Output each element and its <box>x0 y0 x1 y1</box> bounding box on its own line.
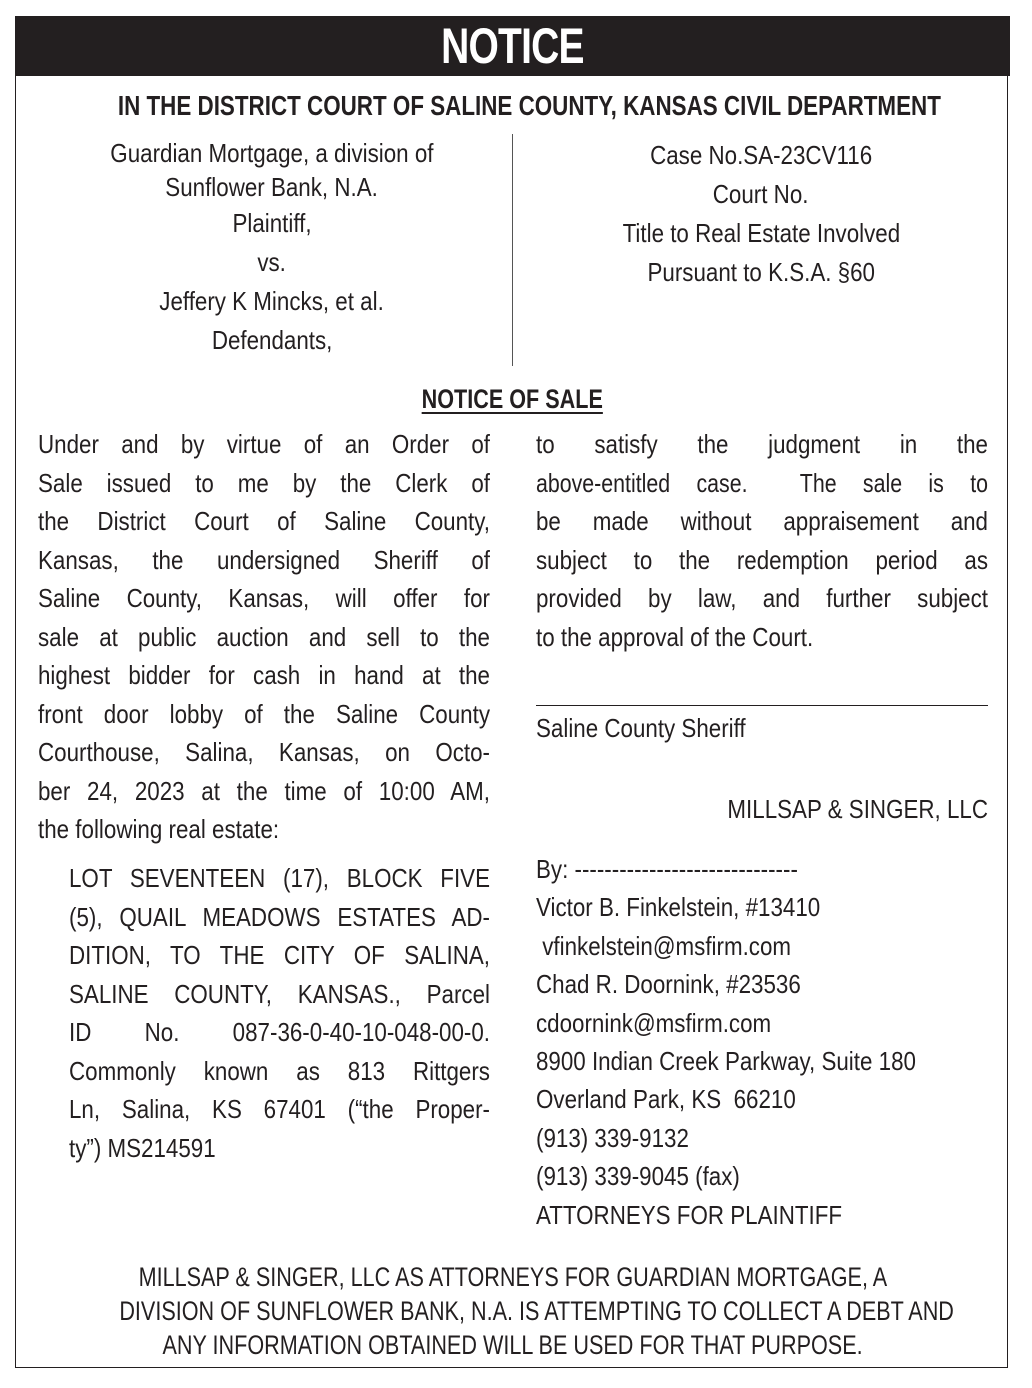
sale-text-line <box>38 618 490 657</box>
property-text-line-text: ty”) MS214591 <box>69 1132 216 1163</box>
sale-text-line <box>38 425 490 464</box>
contact-line-text: (913) 339-9132 <box>536 1122 689 1153</box>
sale-text-line-text: to satisfy the judgment in the <box>536 429 988 459</box>
property-text-line-text: ID No. 087-36-0-40-10-048-00-0. <box>69 1017 490 1047</box>
sale-text-line <box>536 425 988 464</box>
case-caption-parties <box>28 136 516 360</box>
statute-reference: Pursuant to K.S.A. §60 <box>647 257 875 287</box>
plaintiff-line: Sunflower Bank, N.A. <box>165 172 379 202</box>
notice-title: NOTICE <box>441 18 584 74</box>
sale-text-line <box>536 502 988 541</box>
property-text-line <box>69 898 490 937</box>
sale-text-line-text: Under and by virtue of an Order of <box>38 429 490 459</box>
plaintiff-line: Guardian Mortgage, a division of <box>110 138 434 168</box>
case-number: Case No.SA-23CV116 <box>649 140 873 170</box>
property-text-line-text: SALINE COUNTY, KANSAS., Parcel <box>69 978 490 1009</box>
defendants-label: Defendants, <box>211 325 333 355</box>
sale-text-line-text: Sale issued to me by the Clerk of <box>38 467 490 498</box>
property-text-line-text: DITION, TO THE CITY OF SALINA, <box>69 940 490 970</box>
sale-text-line <box>536 464 988 503</box>
court-heading <box>15 88 1010 124</box>
contact-line <box>536 888 996 926</box>
property-text-line-text: Ln, Salina, KS 67401 (“the Proper- <box>69 1094 490 1124</box>
property-text-line <box>69 1013 490 1052</box>
sheriff-signature-label: Saline County Sheriff <box>536 713 746 743</box>
property-text-line <box>69 1052 490 1091</box>
property-text-line <box>69 1090 490 1129</box>
contact-line-text: Overland Park, KS 66210 <box>536 1084 796 1115</box>
sale-text-line-text: Kansas, the undersigned Sheriff of <box>38 544 490 575</box>
sale-text-line <box>536 579 988 618</box>
contact-line-text: 8900 Indian Creek Parkway, Suite 180 <box>536 1046 916 1077</box>
plaintiff-label: Plaintiff, <box>232 208 312 238</box>
sale-text-line-text: above-entitled case. The sale is to <box>536 467 988 498</box>
sale-text-line-text: provided by law, and further subject <box>536 583 988 613</box>
contact-line <box>536 965 996 1003</box>
sale-text-line <box>38 656 490 695</box>
sale-text-line <box>38 695 490 734</box>
court-heading-text: IN THE DISTRICT COURT OF SALINE COUNTY, KANSAS CIVIL DEPARTMENT <box>117 90 941 121</box>
sale-text-line <box>38 541 490 580</box>
contact-line <box>536 1042 996 1080</box>
contact-line <box>536 1119 996 1157</box>
property-description <box>69 859 490 1167</box>
contact-line-text: Chad R. Doornink, #23536 <box>536 969 801 1000</box>
contact-line <box>536 1157 996 1195</box>
signature-line <box>536 705 988 706</box>
sale-text-line <box>38 579 490 618</box>
contact-line-text: ATTORNEYS FOR PLAINTIFF <box>536 1199 843 1230</box>
disclaimer-line: MILLSAP & SINGER, LLC AS ATTORNEYS FOR GUARDIAN MORTGAGE, A <box>138 1262 887 1292</box>
sale-text-line-text: Saline County, Kansas, will offer for <box>38 583 490 613</box>
disclaimer-line: DIVISION OF SUNFLOWER BANK, N.A. IS ATTEMPTING TO COLLECT A DEBT AND <box>119 1296 954 1326</box>
property-text-line-text: (5), QUAIL MEADOWS ESTATES AD- <box>69 901 490 932</box>
sale-text-line <box>38 733 490 772</box>
case-caption-info <box>516 136 1006 292</box>
property-text-line <box>69 936 490 975</box>
sale-text-line-text: the following real estate: <box>38 814 280 844</box>
contact-line-text: (913) 339-9045 (fax) <box>536 1161 740 1192</box>
contact-line-text: cdoornink@msfirm.com <box>536 1007 772 1038</box>
property-text-line-text: Commonly known as 813 Rittgers <box>69 1055 490 1086</box>
sale-text-line-text: the District Court of Saline County, <box>38 506 490 536</box>
sale-text-line-text: front door lobby of the Saline County <box>38 698 490 729</box>
sale-text-line <box>38 772 490 811</box>
contact-line-text: vfinkelstein@msfirm.com <box>536 930 792 961</box>
sale-text-line-text: to the approval of the Court. <box>536 621 814 652</box>
firm-name: MILLSAP & SINGER, LLC <box>727 794 988 824</box>
sale-text-line-text: sale at public auction and sell to the <box>38 621 490 652</box>
sale-paragraph-right <box>536 425 988 656</box>
sale-paragraph-left <box>38 425 490 849</box>
property-text-line <box>69 975 490 1014</box>
property-text-line <box>69 859 490 898</box>
sale-text-line <box>38 464 490 503</box>
defendant-line: Jeffery K Mincks, et al. <box>159 286 385 316</box>
contact-line <box>536 1080 996 1118</box>
caption-divider <box>512 134 513 366</box>
by-signature-line: By: ------------------------------ <box>536 854 798 884</box>
disclaimer-line: ANY INFORMATION OBTAINED WILL BE USED FOR THAT PURPOSE. <box>162 1330 863 1360</box>
sale-text-line <box>38 502 490 541</box>
contact-line-text: Victor B. Finkelstein, #13410 <box>536 892 821 923</box>
versus-label: vs. <box>257 247 287 277</box>
debt-collection-disclaimer <box>15 1260 1010 1362</box>
sale-text-line-text: subject to the redemption period as <box>536 544 988 575</box>
attorney-contact-block <box>536 850 996 1234</box>
contact-line <box>536 1004 996 1042</box>
sale-text-line <box>536 618 988 657</box>
title-real-estate: Title to Real Estate Involved <box>622 218 900 248</box>
court-number: Court No. <box>713 179 809 209</box>
property-text-line <box>69 1129 490 1168</box>
sale-text-line-text: highest bidder for cash in hand at the <box>38 660 490 690</box>
contact-line <box>536 927 996 965</box>
contact-line <box>536 1196 996 1234</box>
sale-text-line <box>38 810 490 849</box>
sale-text-line-text: Courthouse, Salina, Kansas, on Octo- <box>38 737 490 767</box>
notice-of-sale-heading: NOTICE OF SALE <box>421 384 604 414</box>
sale-text-line <box>536 541 988 580</box>
sale-text-line-text: be made without appraisement and <box>536 506 988 536</box>
sale-text-line-text: ber 24, 2023 at the time of 10:00 AM, <box>38 775 490 806</box>
property-text-line-text: LOT SEVENTEEN (17), BLOCK FIVE <box>69 863 490 893</box>
header-bar <box>15 16 1010 76</box>
